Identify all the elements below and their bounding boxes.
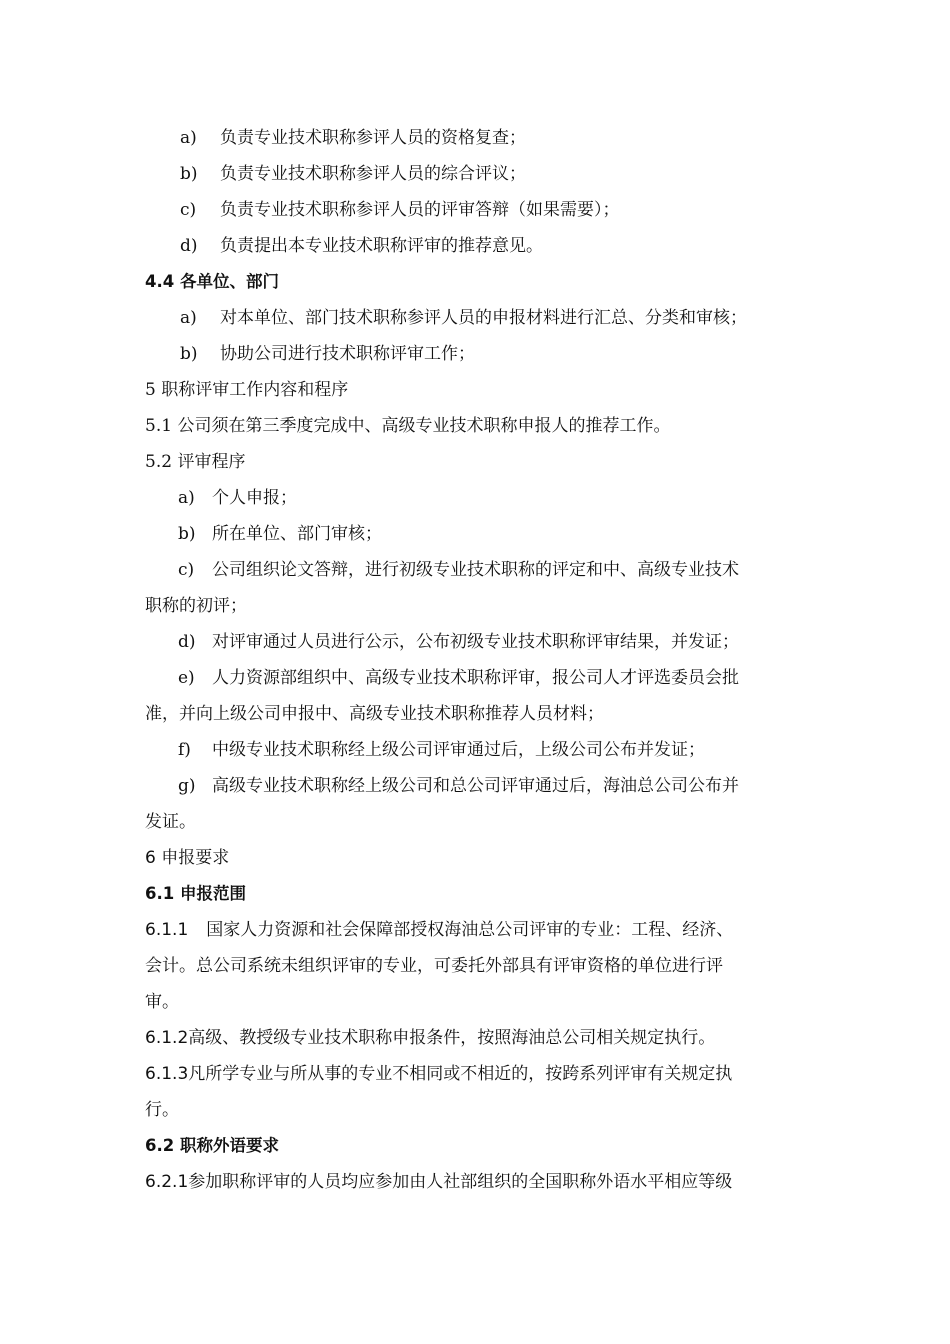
list-item-continuation: 准，并向上级公司申报中、高级专业技术职称推荐人员材料；	[145, 704, 604, 724]
list-item-continuation: 职称的初评；	[145, 596, 247, 616]
list-item: a) 对本单位、部门技术职称参评人员的申报材料进行汇总、分类和审核；	[180, 308, 747, 328]
paragraph-6-1-1-continuation: 审。	[145, 992, 179, 1012]
paragraph-6-1-1: 6.1.1 国家人力资源和社会保障部授权海油总公司评审的专业：工程、经济、	[145, 920, 734, 940]
paragraph-6-1-3-continuation: 行。	[145, 1100, 179, 1120]
list-item: f) 中级专业技术职称经上级公司评审通过后，上级公司公布并发证；	[178, 740, 705, 760]
section-heading-5-2: 5.2 评审程序	[145, 452, 246, 472]
list-item: a) 负责专业技术职称参评人员的资格复查；	[180, 128, 526, 148]
paragraph-5-1: 5.1 公司须在第三季度完成中、高级专业技术职称申报人的推荐工作。	[145, 416, 671, 436]
list-item: d) 对评审通过人员进行公示，公布初级专业技术职称评审结果，并发证；	[178, 632, 739, 652]
list-item-continuation: 发证。	[145, 812, 196, 832]
list-item: b) 所在单位、部门审核；	[178, 524, 382, 544]
list-item: g) 高级专业技术职称经上级公司和总公司评审通过后，海油总公司公布并	[178, 776, 739, 796]
list-item: c) 公司组织论文答辩，进行初级专业技术职称的评定和中、高级专业技术	[178, 560, 739, 580]
section-heading-6-2: 6.2 职称外语要求	[145, 1136, 279, 1155]
paragraph-6-1-1-continuation: 会计。总公司系统未组织评审的专业，可委托外部具有评审资格的单位进行评	[145, 956, 723, 976]
section-heading-5: 5 职称评审工作内容和程序	[145, 380, 349, 400]
list-item: c) 负责专业技术职称参评人员的评审答辩（如果需要）；	[180, 200, 620, 220]
section-heading-6-1: 6.1 申报范围	[145, 884, 246, 903]
paragraph-6-1-3: 6.1.3凡所学专业与所从事的专业不相同或不相近的，按跨系列评审有关规定执	[145, 1064, 733, 1084]
paragraph-6-1-2: 6.1.2高级、教授级专业技术职称申报条件，按照海油总公司相关规定执行。	[145, 1028, 716, 1048]
list-item: b) 负责专业技术职称参评人员的综合评议；	[180, 164, 526, 184]
list-item: e) 人力资源部组织中、高级专业技术职称评审，报公司人才评选委员会批	[178, 668, 739, 688]
section-heading-4-4: 4.4 各单位、部门	[145, 272, 279, 291]
section-heading-6: 6 申报要求	[145, 848, 230, 868]
paragraph-6-2-1: 6.2.1参加职称评审的人员均应参加由人社部组织的全国职称外语水平相应等级	[145, 1172, 733, 1192]
list-item: d) 负责提出本专业技术职称评审的推荐意见。	[180, 236, 543, 256]
list-item: b) 协助公司进行技术职称评审工作；	[180, 344, 475, 364]
list-item: a) 个人申报；	[178, 488, 297, 508]
